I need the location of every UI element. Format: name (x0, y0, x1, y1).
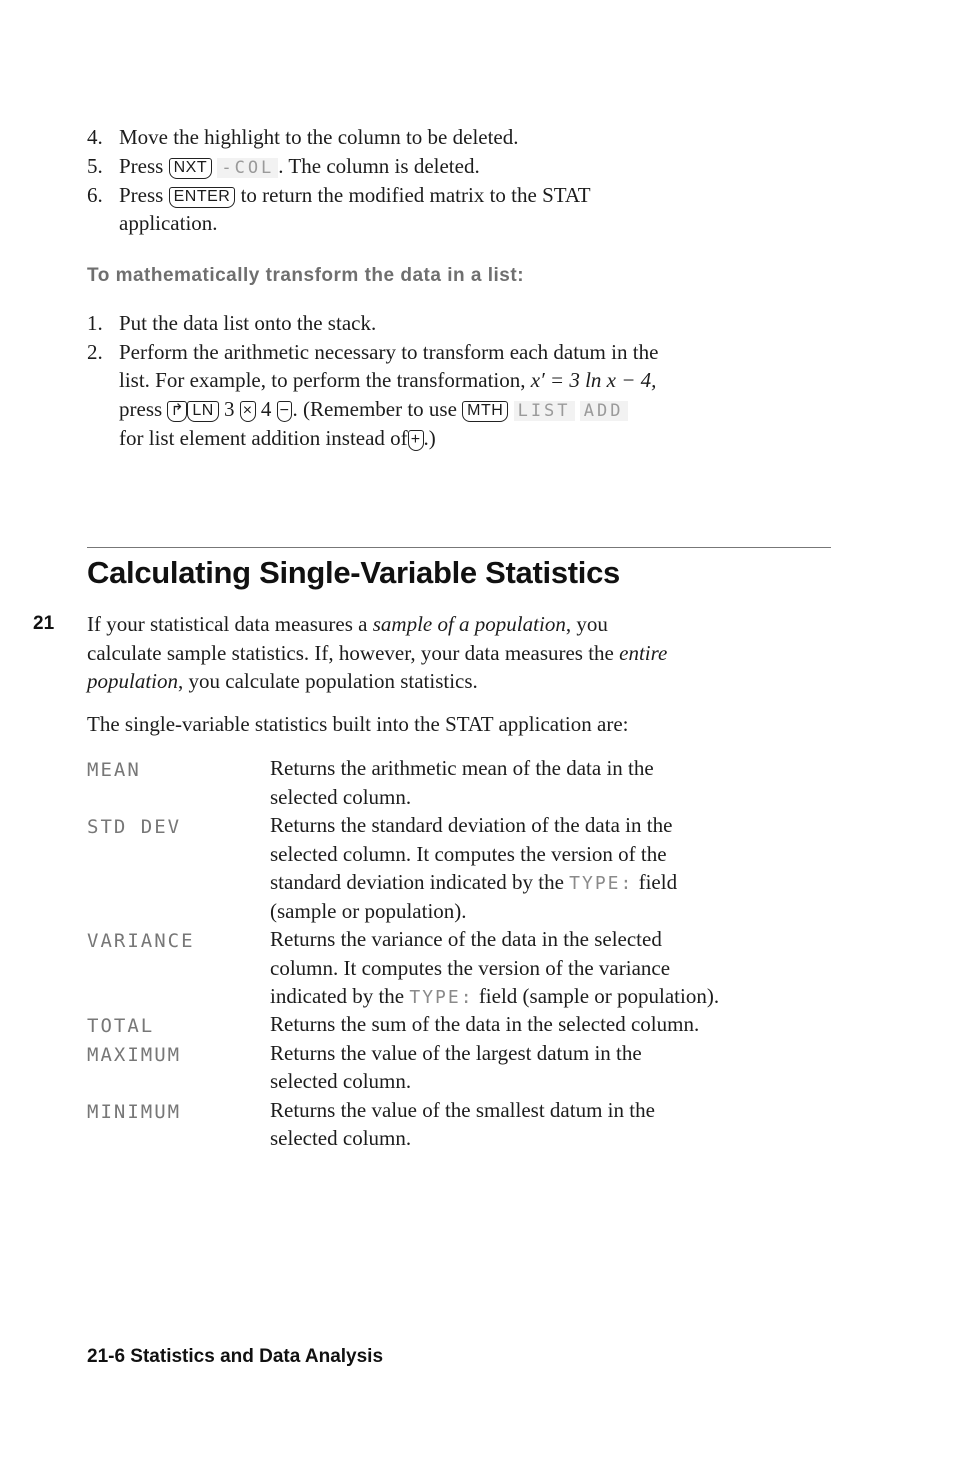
step-number: 4. (87, 125, 103, 149)
stat-desc: Returns the variance of the data in the selected (270, 927, 662, 951)
step-text-after: to return the modified matrix to the STAT (240, 183, 591, 207)
step-number: 2. (87, 340, 103, 364)
multiply-key-icon: × (240, 401, 256, 422)
col-delete-menu-key: -COL (217, 158, 278, 178)
intro-text: calculate sample statistics. If, however, your data measures the (87, 641, 614, 665)
step-text: Perform the arithmetic necessary to transform each datum in the (119, 340, 659, 364)
mth-key: MTH (462, 401, 508, 422)
stat-term-minimum: MINIMUM (87, 1101, 182, 1123)
intro-emphasis: sample of a population (372, 612, 566, 636)
add-menu-key: ADD (580, 401, 628, 421)
section-divider (87, 547, 831, 548)
intro-emphasis: population (87, 669, 179, 693)
key-sequence-line (119, 395, 628, 426)
stat-desc: column. It computes the version of the variance (270, 956, 671, 980)
stat-desc: selected column. (270, 1126, 412, 1150)
intro-line (87, 610, 608, 639)
step-text-continued: application. (119, 211, 218, 235)
page-footer: 21-6 Statistics and Data Analysis (87, 1346, 384, 1367)
ln-key: LN (187, 401, 218, 422)
stat-desc: selected column. (270, 785, 412, 809)
lead-text: The single-variable statistics built into the STAT application are: (87, 712, 629, 736)
stat-term-std-dev: STD DEV (87, 816, 182, 838)
press-label: press (119, 397, 163, 421)
section-title: Calculating Single-Variable Statistics (87, 555, 620, 590)
stat-term-maximum: MAXIMUM (87, 1044, 182, 1066)
subheading: To mathematically transform the data in a list: (87, 265, 525, 286)
step-text: Put the data list onto the stack. (119, 311, 377, 335)
intro-text: If your statistical data measures a (87, 612, 368, 636)
stat-term-variance: VARIANCE (87, 930, 195, 952)
digit-3: 3 (224, 397, 235, 421)
stat-desc-part: indicated by the (270, 984, 405, 1008)
stat-term-mean: MEAN (87, 759, 141, 781)
formula: x′ = 3 ln x − 4, (530, 368, 657, 392)
digit-4: 4 (260, 397, 272, 421)
type-field-label: TYPE: (569, 873, 634, 894)
intro-text: , you (565, 612, 608, 636)
step-number: 1. (87, 311, 103, 335)
stat-desc (270, 868, 677, 898)
right-shift-key-icon: ↱ (167, 401, 187, 422)
enter-key: ENTER (169, 187, 236, 208)
minus-key-icon: − (277, 401, 293, 422)
stat-desc: selected column. (270, 1069, 412, 1093)
step-number: 5. (87, 154, 103, 178)
type-field-label: TYPE: (409, 987, 474, 1008)
step-text-part: list. For example, to perform the transformation, (119, 368, 526, 392)
stat-desc: Returns the arithmetic mean of the data in the (270, 756, 654, 780)
stat-term-total: TOTAL (87, 1015, 155, 1037)
stat-desc (270, 982, 719, 1012)
press-label: Press (119, 154, 164, 178)
chapter-number: 21 (33, 613, 55, 634)
step-text (119, 366, 656, 395)
intro-line (87, 667, 478, 696)
stat-desc: (sample or population). (270, 899, 467, 923)
stat-desc: selected column. It computes the version of the (270, 842, 667, 866)
stat-desc: Returns the standard deviation of the data in the (270, 813, 673, 837)
step-text: Move the highlight to the column to be deleted. (119, 125, 519, 149)
step-text-part: .) (423, 426, 436, 450)
intro-text: , you calculate population statistics. (178, 669, 478, 693)
press-label: Press (119, 183, 164, 207)
intro-emphasis: entire (619, 641, 668, 665)
step-text-part: . (Remember to use (292, 397, 457, 421)
step-text (119, 181, 591, 210)
stat-desc-part: field (sample or population). (478, 984, 720, 1008)
step-text (119, 152, 480, 183)
step-text-after: . The column is deleted. (278, 154, 480, 178)
list-menu-key: LIST (514, 401, 575, 421)
stat-desc: Returns the value of the smallest datum in the (270, 1098, 655, 1122)
plus-key-icon: + (408, 430, 424, 451)
intro-line (87, 639, 667, 668)
step-text-part: for list element addition instead of (119, 426, 408, 450)
stat-desc-part: field (638, 870, 678, 894)
step-number: 6. (87, 183, 103, 207)
stat-desc: Returns the sum of the data in the selected column. (270, 1012, 700, 1036)
stat-desc-part: standard deviation indicated by the (270, 870, 564, 894)
stat-desc: Returns the value of the largest datum in the (270, 1041, 642, 1065)
nxt-key: NXT (169, 158, 213, 179)
step-text (119, 424, 436, 453)
